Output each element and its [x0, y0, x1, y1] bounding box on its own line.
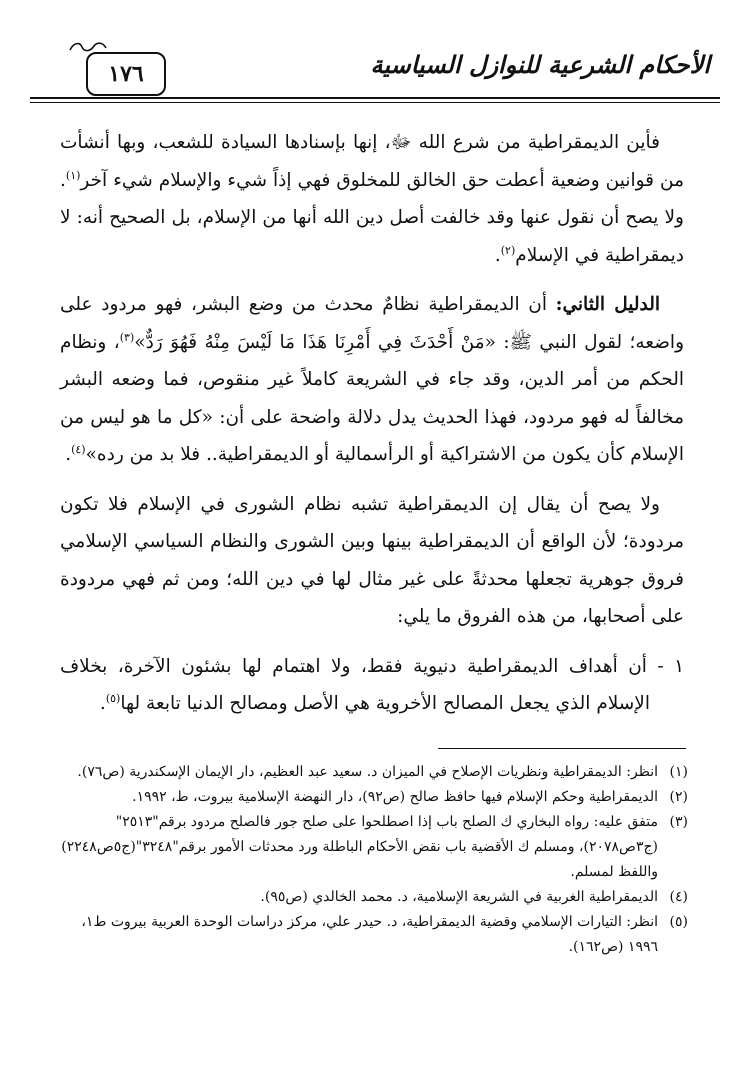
paragraph-2: الدليل الثاني: أن الديمقراطية نظامٌ محدث من وضع البشر، فهو مردود على واضعه؛ لقول النبي ﷺ: «مَنْ أَحْدَثَ فِي أَمْرِنَا هَذَا مَا لَيْسَ مِنْهُ فَهُوَ رَدٌّ»$^{(٣)}$، ونظام الحكم من أمر الدين، وقد جاء في الشريعة كاملاً غير منقوص، فما وضعه البشر مخالفاً له فهو مردود، فهذا الحديث يدل دلالة واضحة على أن: «كل ما هو ليس من الإسلام كأن يكون من الاشتراكية أو الرأسمالية أو الديمقراطية.. فلا بد من رده»$^{(٤)}$. [60, 294, 685, 465]
list-item: ١ - أن أهداف الديمقراطية دنيوية فقط، ولا اهتمام لها بشئون الآخرة، بخلاف الإسلام الذي يجعل المصالح الأخروية هي الأصل ومصالح الدنيا تابعة لها$^{(٥)}$. [60, 655, 684, 714]
footnote-ref-5: (٥) [105, 691, 121, 705]
page-number: ١٧٦ [86, 52, 166, 96]
footnote: (١)انظر: الديمقراطية ونظريات الإصلاح في الميزان د. سعيد عبد العظيم، دار الإيمان الإسكندرية (ص٧٦). [77, 764, 688, 780]
main-text [60, 124, 684, 735]
footnotes [60, 760, 688, 960]
paragraph-1: فأين الديمقراطية من شرع الله ﷻ، إنها بإسنادها السيادة للشعب، وبها أنشأت من قوانين وضعية أعطت حق الخالق للمخلوق فهي إذاً شيء والإسلام شيء آخر$^{(١)}$. ولا يصح أن نقول عنها وقد خالفت أصل دين الله أنها من الإسلام، بل الصحيح أنه: لا ديمقراطية في الإسلام$^{(٢)}$. [60, 132, 684, 266]
footnote: (٥)انظر: التيارات الإسلامي وقضية الديمقراطية، د. حيدر علي، مركز دراسات الوحدة العربية بيروت ط١، ١٩٩٦ (ص١٦٢). [81, 914, 688, 955]
footnote: (٤)الديمقراطية الغربية في الشريعة الإسلامية، د. محمد الخالدي (ص٩٥). [260, 889, 688, 905]
footnote: (٣)متفق عليه: رواه البخاري ك الصلح باب إذا اصطلحوا على صلح جور فالصلح مردود برقم"٢٥١٣" (ج٣ص٢٠٧٨)، ومسلم ك الأقضية باب نقض الأحكام الباطلة ورد محدثات الأمور برقم"٣٢٤٨"(ج٥ص٢٢٤٨) واللفظ لمسلم. [61, 814, 688, 880]
evidence-heading: الدليل الثاني: [555, 294, 660, 315]
footnote-separator [438, 748, 686, 749]
footnote-ref-2: (٢) [500, 243, 516, 257]
page-header [30, 40, 720, 110]
header-rule [30, 97, 720, 99]
footnote-ref-4: (٤) [71, 442, 86, 456]
footnote-ref-3: (٣) [119, 330, 135, 344]
header-rule-thin [30, 102, 720, 103]
paragraph-3: ولا يصح أن يقال إن الديمقراطية تشبه نظام الشورى في الإسلام فلا تكون مردودة؛ لأن الواقع أن الديمقراطية بينها وبين الشورى والنظام السياسي الإسلامي فروق جوهرية تجعلها محدثةً على غير مثال لها في دين الله؛ ومن ثم فهي مردودة على أصحابها، من هذه الفروق ما يلي: [60, 493, 684, 627]
footnote-ref-1: (١) [65, 168, 81, 182]
footnote: (٢)الديمقراطية وحكم الإسلام فيها حافظ صالح (ص٩٢)، دار النهضة الإسلامية بيروت، ط، ١٩٩٢. [132, 789, 688, 805]
running-title: الأحكام الشرعية للنوازل السياسية [370, 50, 710, 79]
